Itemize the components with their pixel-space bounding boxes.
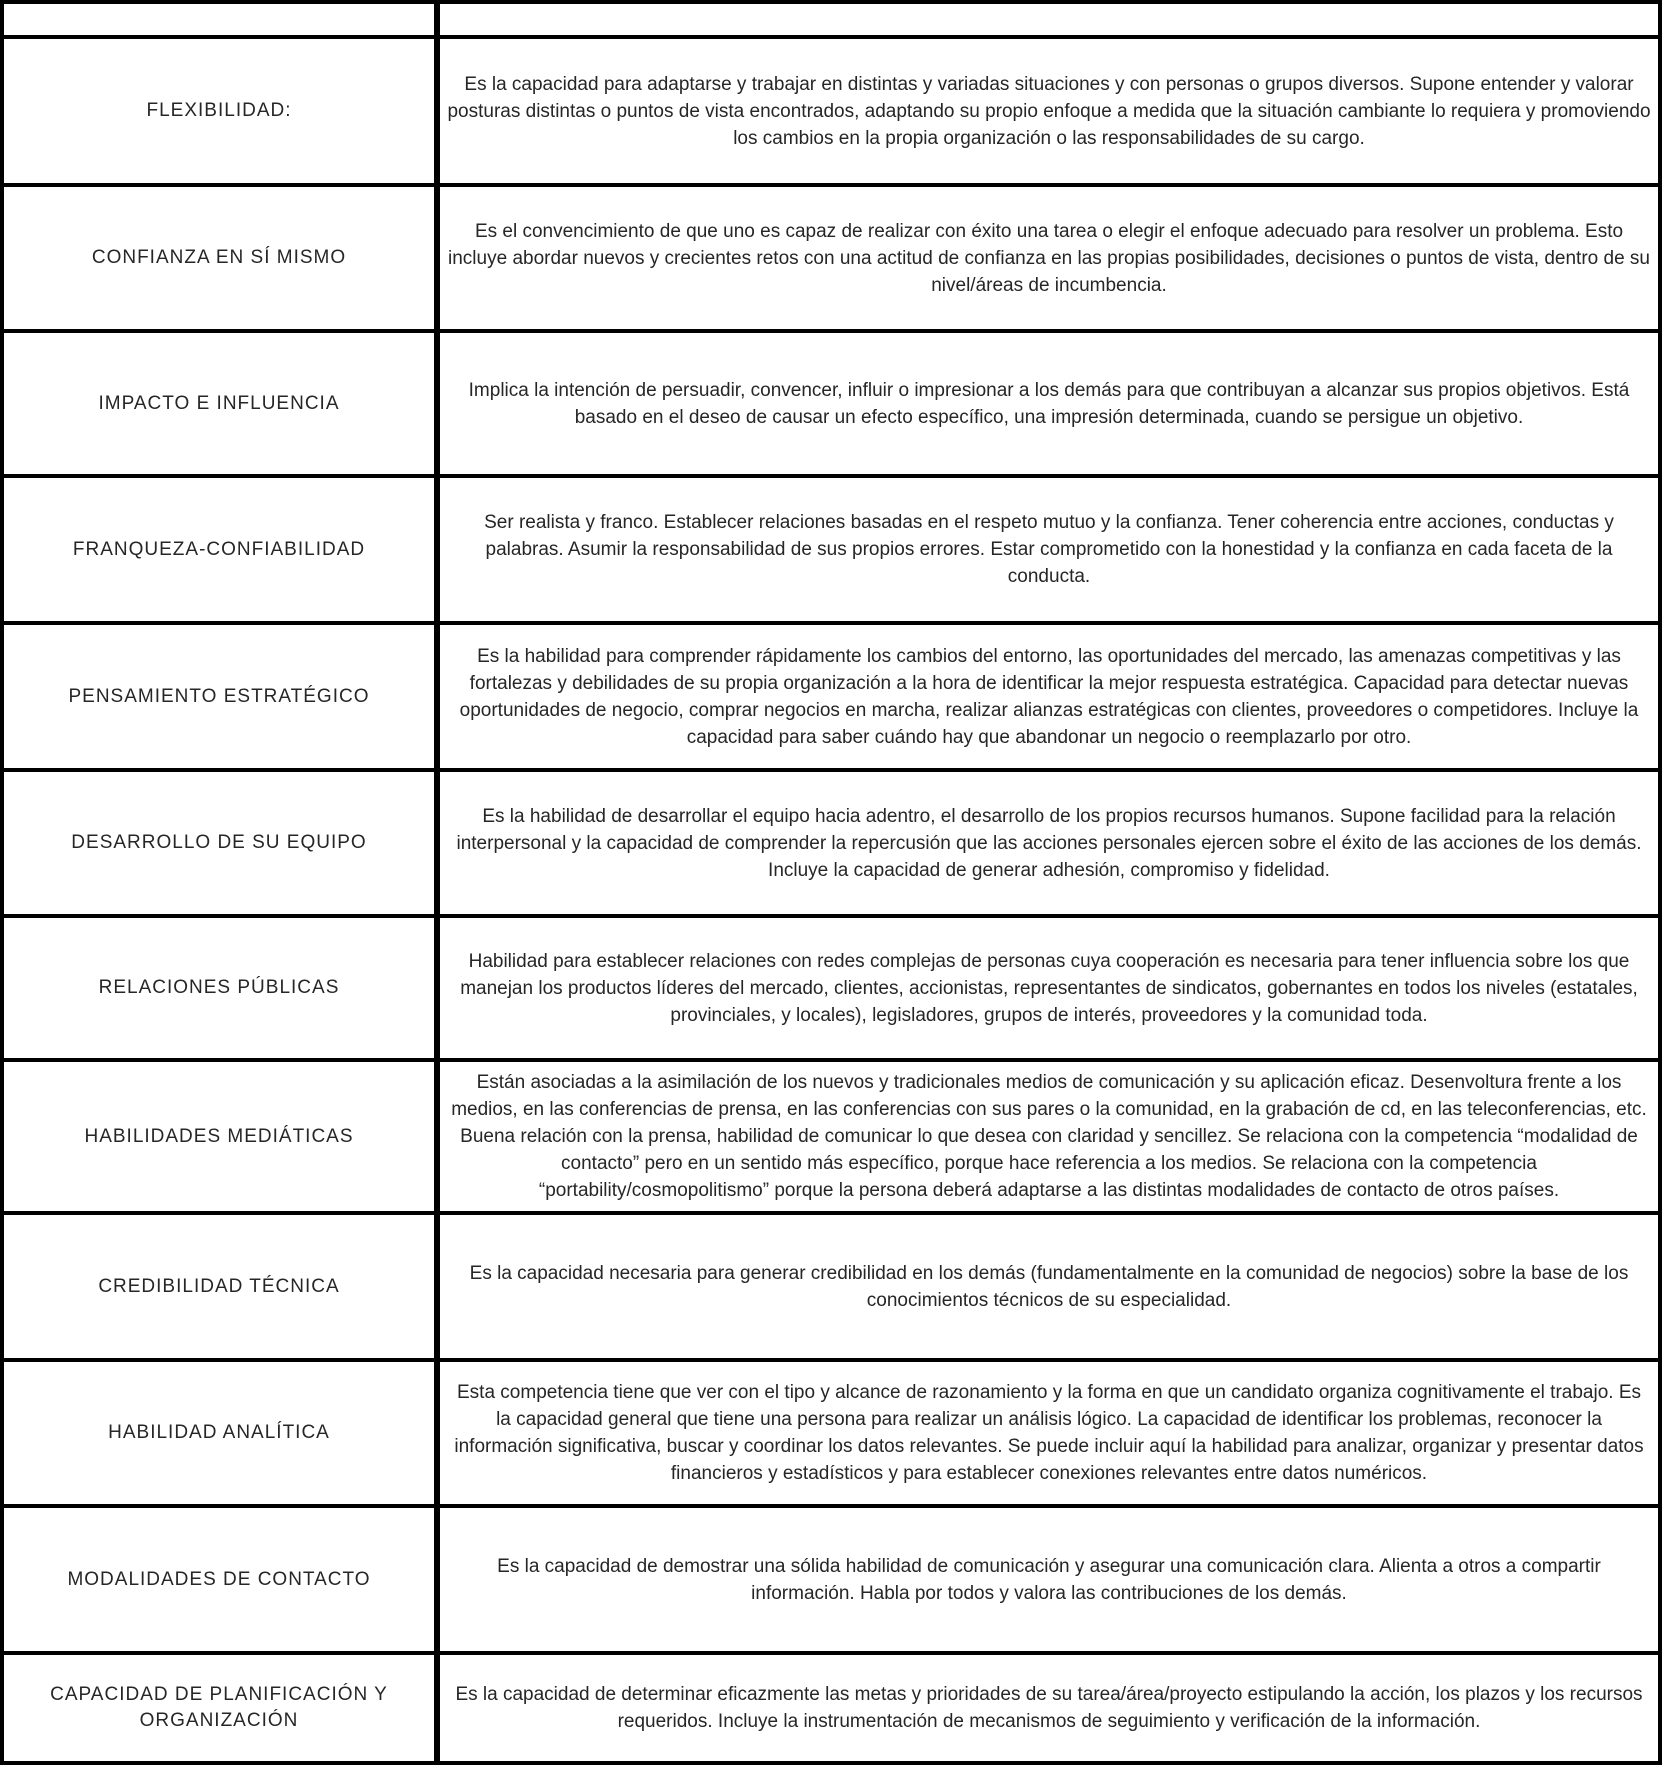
competency-description: Es la habilidad para comprender rápidamente los cambios del entorno, las oportunidades del mercado, las amenazas competitivas y las fortalezas y debilidades de su propia organización a la hora de identificar la mejor respuesta estratégica. Capacidad para detectar nuevas oportunidades de negocio, comprar negocios en marcha, realizar alianzas estratégicas con clientes, proveedores o competidores. Incluye la capacidad para saber cuándo hay que abandonar un negocio o reemplazarlo por otro. bbox=[459, 645, 1639, 748]
competency-description: Es la habilidad de desarrollar el equipo hacia adentro, el desarrollo de los propios recursos humanos. Supone facilidad para la relación interpersonal y la capacidad de comprender la repercusión que las acciones personales ejercen sobre el éxito de las acciones de los demás. Incluye la capacidad de generar adhesión, compromiso y fidelidad. bbox=[456, 805, 1642, 881]
competency-description: Ser realista y franco. Establecer relaciones basadas en el respeto mutuo y la confianza. Tener coherencia entre acciones, conductas y palabras. Asumir la responsabilidad de sus propios errores. Estar comprometido con la honestidad y la confianza en cada faceta de la conducta. bbox=[484, 512, 1614, 587]
competency-description: Están asociadas a la asimilación de los nuevos y tradicionales medios de comunicación y su aplicación eficaz. Desenvoltura frente a los medios, en las conferencias de prensa, en las conferencias con sus pares o la comunidad, en la grabación de cd, en las teleconferencias, etc. Buena relación con la prensa, habilidad de comunicar lo que desea con claridad y sencillez. Se relaciona con la competencia “modalidad de contacto” pero en un sentido más específico, porque hace referencia a los medios. Se relaciona con la competencia “portability/cosmopolitismo” porque la persona deberá adaptarse a las distintas modalidades de contacto de otros países. bbox=[451, 1072, 1647, 1201]
table-row bbox=[4, 4, 1658, 39]
competency-name: MODALIDADES DE CONTACTO bbox=[4, 1508, 440, 1651]
competency-name: HABILIDADES MEDIÁTICAS bbox=[4, 1062, 440, 1211]
table-row bbox=[4, 918, 1658, 1062]
competency-name: DESARROLLO DE SU EQUIPO bbox=[4, 772, 440, 914]
competency-description: Habilidad para establecer relaciones con redes complejas de personas cuya cooperación es necesaria para tener influencia sobre los que manejan los productos líderes del mercado, clientes, accionistas, representantes de sindicatos, gobernantes en todos los niveles (estatales, provinciales, y locales), legisladores, grupos de interés, proveedores y la comunidad toda. bbox=[460, 950, 1638, 1026]
table-row bbox=[4, 333, 1658, 478]
table-row bbox=[4, 1215, 1658, 1362]
competency-name: HABILIDAD ANALÍTICA bbox=[4, 1362, 440, 1504]
table-row bbox=[4, 1362, 1658, 1508]
competency-name: CAPACIDAD DE PLANIFICACIÓN Y ORGANIZACIÓN bbox=[4, 1655, 440, 1761]
competency-description: Es la capacidad para adaptarse y trabajar en distintas y variadas situaciones y con personas o grupos diversos. Supone entender y valorar posturas distintas o puntos de vista encontrados, adaptando su propio enfoque a medida que la situación cambiante lo requiera y promoviendo los cambios en la propia organización o las responsabilidades de su cargo. bbox=[447, 73, 1651, 149]
competency-name: CONFIANZA EN SÍ MISMO bbox=[4, 187, 440, 329]
table-row bbox=[4, 1508, 1658, 1655]
competency-name: FRANQUEZA-CONFIABILIDAD bbox=[4, 478, 440, 621]
table-row bbox=[4, 772, 1658, 918]
table-row bbox=[4, 625, 1658, 772]
competency-name: PENSAMIENTO ESTRATÉGICO bbox=[4, 625, 440, 768]
competency-name bbox=[4, 4, 440, 35]
table-row bbox=[4, 1655, 1658, 1765]
competency-description: Implica la intención de persuadir, convencer, influir o impresionar a los demás para que contribuyan a alcanzar sus propios objetivos. Está basado en el deseo de causar un efecto específico, una impresión determinada, cuando se persigue un objetivo. bbox=[468, 379, 1630, 428]
table-row bbox=[4, 478, 1658, 625]
competency-description: Es la capacidad de demostrar una sólida habilidad de comunicación y asegurar una comunicación clara. Alienta a otros a compartir información. Habla por todos y valora las contribuciones de los demás. bbox=[497, 1555, 1601, 1604]
table-row bbox=[4, 187, 1658, 333]
competency-description bbox=[440, 4, 1658, 35]
competency-name: FLEXIBILIDAD: bbox=[4, 39, 440, 183]
competency-name: IMPACTO E INFLUENCIA bbox=[4, 333, 440, 474]
competency-name: RELACIONES PÚBLICAS bbox=[4, 918, 440, 1058]
competency-name: CREDIBILIDAD TÉCNICA bbox=[4, 1215, 440, 1358]
table-row bbox=[4, 1062, 1658, 1215]
competency-description: Es la capacidad de determinar eficazmente las metas y prioridades de su tarea/área/proyecto estipulando la acción, los plazos y los recursos requeridos. Incluye la instrumentación de mecanismos de seguimiento y verificación de la información. bbox=[455, 1684, 1643, 1732]
table-row bbox=[4, 39, 1658, 187]
competency-description: Es el convencimiento de que uno es capaz de realizar con éxito una tarea o elegir el enfoque adecuado para resolver un problema. Esto incluye abordar nuevos y crecientes retos con una actitud de confianza en las propias posibilidades, decisiones o puntos de vista, dentro de su nivel/áreas de incumbencia. bbox=[448, 220, 1650, 296]
competency-description: Es la capacidad necesaria para generar credibilidad en los demás (fundamentalmente en la comunidad de negocios) sobre la base de los conocimientos técnicos de su especialidad. bbox=[469, 1262, 1629, 1311]
competency-description: Esta competencia tiene que ver con el tipo y alcance de razonamiento y la forma en que un candidato organiza cognitivamente el trabajo. Es la capacidad general que tiene una persona para realizar un análisis lógico. La capacidad de identificar los problemas, reconocer la información significativa, buscar y coordinar los datos relevantes. Se puede incluir aquí la habilidad para analizar, organizar y presentar datos financieros y estadísticos y para establecer conexiones relevantes entre datos numéricos. bbox=[454, 1382, 1644, 1484]
